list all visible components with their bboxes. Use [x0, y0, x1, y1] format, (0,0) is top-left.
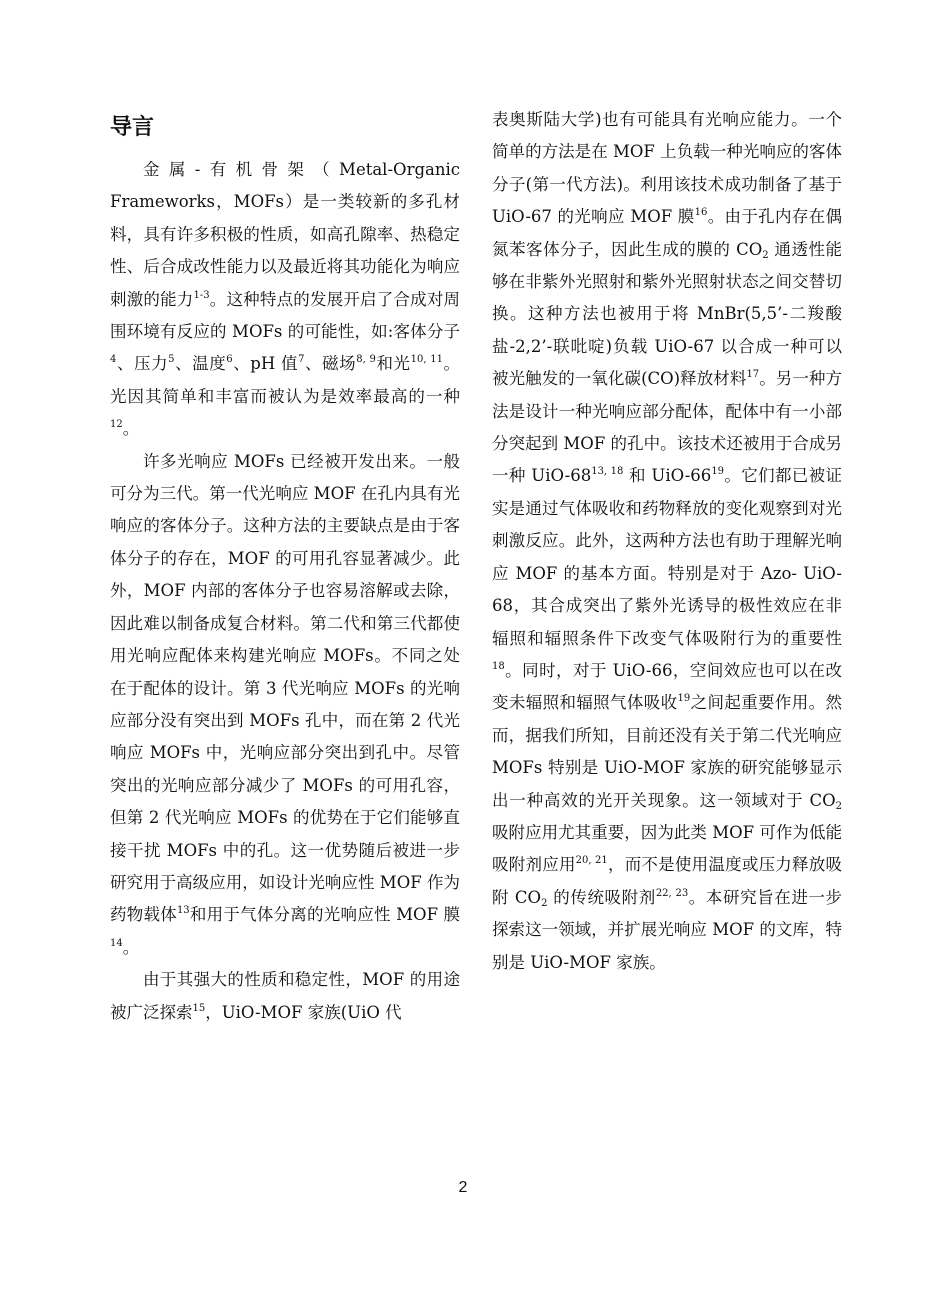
text: 。另一种方法是设计一种光响应部分配体，配体中有一小部分突起到 MOF 的孔中。该技术还被用于合成另一种 UiO-68: [492, 369, 842, 486]
text: 和用于气体分离的光响应性 MOF 膜: [189, 905, 460, 925]
text: 。由于孔内存在偶氮苯客体分子，因此生成的膜的 CO: [492, 207, 842, 259]
citation: 18: [492, 660, 505, 672]
text: 、磁场: [304, 354, 357, 374]
page-number: 2: [458, 1179, 468, 1196]
citation: 22, 23: [655, 887, 689, 899]
left-column: [110, 100, 460, 1029]
text: 之间起重要作用。然而，据我们所知，目前还没有关于第二代光响应 MOFs 特别是 UiO-MOF 家族的研究能够显示出一种高效的光开关现象。这一领域对于 CO: [492, 693, 843, 810]
text: 。: [122, 419, 140, 439]
citation: 20, 21: [575, 855, 608, 867]
paragraph-3-continued: [492, 104, 842, 979]
text: 、pH 值: [232, 354, 299, 374]
text: 、温度: [174, 354, 227, 374]
text: 。同时，对于 UiO-66，空间效应也可以在改变未辐照和辐照气体吸收: [492, 660, 842, 713]
citation: 17: [746, 369, 760, 381]
paragraph-1: [110, 154, 460, 446]
right-column: [492, 104, 842, 979]
citation: 16: [694, 207, 708, 219]
text: ，UiO-MOF 家族(UiO 代: [205, 1002, 402, 1022]
text: 。: [122, 937, 140, 957]
citation: 13: [176, 905, 190, 917]
citation: 13, 18: [591, 466, 624, 478]
citation: 5: [168, 354, 175, 366]
text: 、压力: [116, 354, 169, 374]
subscript: 2: [835, 800, 842, 812]
text: 表奥斯陆大学)也有可能具有光响应能力。一个简单的方法是在 MOF 上负载一种光响应的客体分子(第一代方法)。利用该技术成功制备了基于 UiO-67 的光响应 MOF 膜: [492, 110, 842, 227]
citation: 15: [192, 1002, 206, 1014]
text: 和光: [375, 354, 411, 374]
citation: 19: [711, 466, 725, 478]
text: 许多光响应 MOFs 已经被开发出来。一般可分为三代。第一代光响应 MOF 在孔内具有光响应的客体分子。这种方法的主要缺点是由于客体分子的存在，MOF 的可用孔容显著减少。此外，MOF 内部的客体分子也容易溶解或去除，因此难以制备成复合材料。第二代和第三代都使用光响应配体来构建光响应 MOFs。不同之处在于配体的设计。第 3 代光响应 MOFs 的光响应部分没有突出到 MOFs 孔中，而在第 2 代光响应 MOFs 中，光响应部分突出到孔中。尽管突出的光响应部分减少了 MOFs 的可用孔容，但第 2 代光响应 MOFs 的优势在于它们能够直接干扰 MOFs 中的孔。这一优势随后被进一步研究用于高级应用，如设计光响应性 MOF 作为药物载体: [110, 451, 460, 925]
citation: 12: [110, 419, 123, 431]
citation: 7: [298, 354, 305, 366]
citation: 6: [226, 354, 233, 366]
text: 通透性能够在非紫外光照射和紫外光照射状态之间交替切换。这种方法也被用于将 MnBr(5,5’-二羧酸盐-2,2’-联吡啶)负载 UiO-67 以合成一种可以被光触发的一氧化碳(CO)释放材料: [492, 239, 842, 389]
text: 和 UiO-66: [623, 466, 712, 486]
paragraph-2: [110, 446, 460, 965]
text: 。这种特点的发展开启了合成对周围环境有反应的 MOFs 的可能性，如:客体分子: [110, 289, 461, 342]
text: 。光因其简单和丰富而被认为是效率最高的一种: [110, 354, 461, 406]
subscript: 2: [762, 249, 769, 261]
subscript: 2: [541, 897, 548, 909]
text: 金属-有机骨架（Metal-Organic Frameworks，MOFs）是一类较新的多孔材料，具有许多积极的性质，如高孔隙率、热稳定性、后合成改性能力以及最近将其功能化为响应刺激的能力: [110, 160, 460, 309]
text: 吸附应用尤其重要，因为此类 MOF 可作为低能吸附剂应用: [492, 822, 842, 875]
text: 。本研究旨在进一步探索这一领域，并扩展光响应 MOF 的文库，特别是 UiO-MOF 家族。: [492, 887, 843, 972]
citation: 10, 11: [410, 354, 443, 366]
section-heading: 导言: [110, 115, 155, 140]
text: ，而不是使用温度或压力释放吸附 CO: [492, 855, 842, 907]
citation: 8, 9: [356, 354, 376, 366]
citation: 4: [110, 354, 117, 366]
text: 的传统吸附剂: [547, 887, 656, 907]
citation: 1-3: [193, 289, 210, 301]
paragraph-3: [110, 964, 460, 1029]
citation: 14: [110, 937, 123, 949]
citation: 19: [677, 693, 691, 705]
text: 。它们都已被证实是通过气体吸收和药物释放的变化观察到对光刺激反应。此外，这两种方法也有助于理解光响应 MOF 的基本方面。特别是对于 Azo- UiO-68，其合成突出了紫外光诱导的极性效应在非辐照和辐照条件下改变气体吸附行为的重要性: [492, 466, 843, 648]
text: 由于其强大的性质和稳定性，MOF 的用途被广泛探索: [110, 970, 460, 1022]
